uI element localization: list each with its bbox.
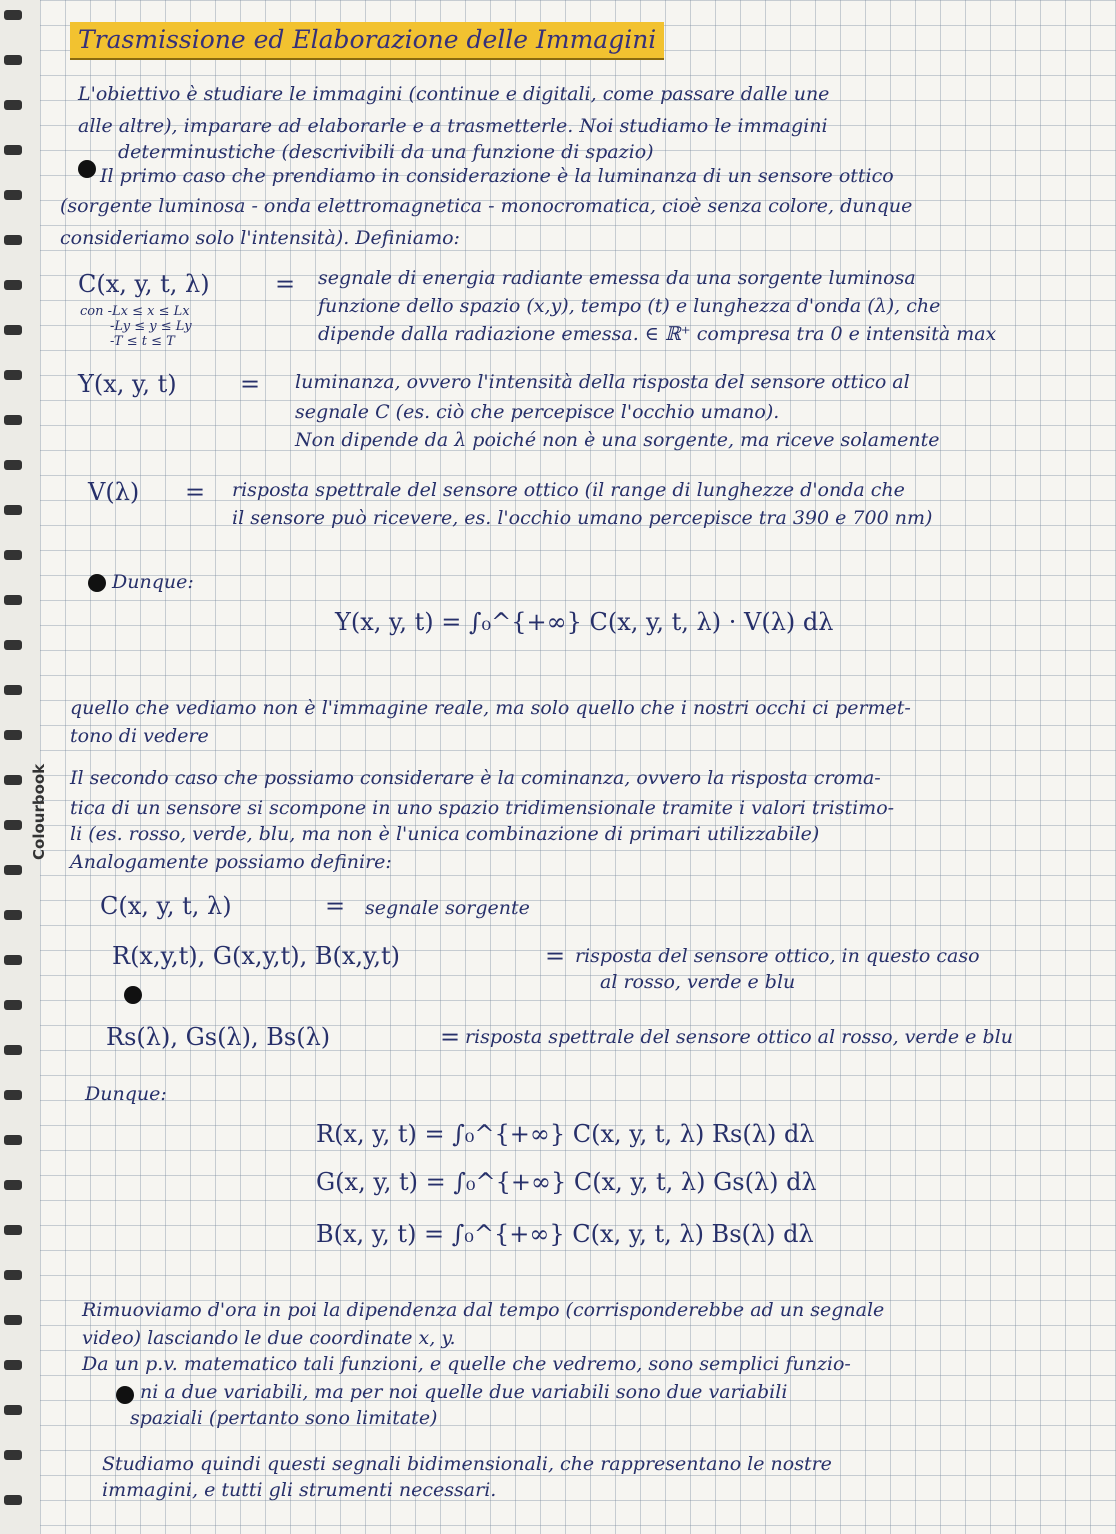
formula-luminance: Y(x, y, t) = ∫₀^{+∞} C(x, y, t, λ) · V(λ) dλ (335, 608, 834, 636)
closing-line-1: Studiamo quindi questi segnali bidimensionali, che rappresentano le nostre (102, 1453, 832, 1475)
intro-line-3: determinustiche (descrivibili da una funzione di spazio) (118, 141, 654, 163)
first-case-line-2: (sorgente luminosa - onda elettromagnetica - monocromatica, cioè senza colore, dunque (60, 195, 913, 217)
def-y-equals: = (240, 370, 261, 398)
after-y-line-2: tono di vedere (70, 725, 209, 747)
formula-blue: B(x, y, t) = ∫₀^{+∞} C(x, y, t, λ) Bs(λ) dλ (316, 1220, 814, 1248)
brand-label: Colourbook (30, 763, 48, 860)
formula-red: R(x, y, t) = ∫₀^{+∞} C(x, y, t, λ) Rs(λ) dλ (316, 1120, 815, 1148)
def-v-line-2: il sensore può ricevere, es. l'occhio umano percepisce tra 390 e 700 nm) (232, 507, 933, 529)
def2-spectral-text: risposta spettrale del sensore ottico al rosso, verde e blu (465, 1026, 1013, 1048)
def-v-equals: = (185, 478, 206, 506)
formula-green: G(x, y, t) = ∫₀^{+∞} C(x, y, t, λ) Gs(λ) dλ (316, 1168, 817, 1196)
bullet-dot (78, 160, 96, 178)
remove-time-line-3: Da un p.v. matematico tali funzioni, e quelle che vedremo, sono semplici funzio- (82, 1353, 851, 1375)
dunque-label-1: Dunque: (112, 571, 194, 593)
def2-rgb-equals: = (545, 942, 566, 970)
remove-time-line-2: video) lasciando le due coordinate x, y. (82, 1327, 456, 1349)
first-case-line-3: consideriamo solo l'intensità). Definiamo: (60, 227, 460, 249)
second-case-line-1: Il secondo caso che possiamo considerare è la cominanza, ovvero la risposta croma- (70, 767, 881, 789)
after-y-line-1: quello che vediamo non è l'immagine reale, ma solo quello che i nostri occhi ci permet- (70, 697, 911, 719)
def-y-line-2: segnale C (es. ciò che percepisce l'occhio umano). (295, 401, 780, 423)
def-v-line-1: risposta spettrale del sensore ottico (il range di lunghezze d'onda che (232, 479, 905, 501)
def-c-symbol: C(x, y, t, λ) (78, 270, 210, 298)
remove-time-line-1: Rimuoviamo d'ora in poi la dipendenza dal tempo (corrisponderebbe ad un segnale (82, 1299, 885, 1321)
intro-line-2: alle altre), imparare ad elaborarle e a trasmetterle. Noi studiamo le immagini (78, 115, 828, 137)
remove-time-line-4: ni a due variabili, ma per noi quelle due variabili sono due variabili (140, 1381, 788, 1403)
def-c-line-3: dipende dalla radiazione emessa. ∈ ℝ⁺ compresa tra 0 e intensità max (318, 323, 997, 345)
def2-rgb-symbol: R(x,y,t), G(x,y,t), B(x,y,t) (112, 942, 400, 970)
second-case-line-3: li (es. rosso, verde, blu, ma non è l'unica combinazione di primari utilizzabile) (70, 823, 820, 845)
def-c-range-1: con -Lx ≤ x ≤ Lx (80, 304, 190, 319)
closing-line-2: immagini, e tutti gli strumenti necessari. (102, 1479, 497, 1501)
second-case-line-2: tica di un sensore si scompone in uno spazio tridimensionale tramite i valori tristimo- (70, 797, 895, 819)
first-case-line-1: Il primo caso che prendiamo in considerazione è la luminanza di un sensore ottico (100, 165, 894, 187)
def-c-line-1: segnale di energia radiante emessa da una sorgente luminosa (318, 267, 916, 289)
def2-c-text: segnale sorgente (365, 897, 530, 919)
def-v-symbol: V(λ) (88, 478, 140, 506)
def2-c-symbol: C(x, y, t, λ) (100, 892, 232, 920)
def-y-line-1: luminanza, ovvero l'intensità della risposta del sensore ottico al (295, 371, 910, 393)
def-c-line-2: funzione dello spazio (x,y), tempo (t) e lunghezza d'onda (λ), che (318, 295, 941, 317)
def2-rgb-text: risposta del sensore ottico, in questo caso (575, 945, 980, 967)
intro-line-1: L'obiettivo è studiare le immagini (continue e digitali, come passare dalle une (78, 83, 830, 105)
bullet-dot (116, 1386, 134, 1404)
page-title: Trasmissione ed Elaborazione delle Immagini (70, 22, 664, 60)
def2-spectral-symbol: Rs(λ), Gs(λ), Bs(λ) (106, 1023, 331, 1051)
def-y-line-3: Non dipende da λ poiché non è una sorgente, ma riceve solamente (295, 429, 940, 451)
remove-time-line-5: spaziali (pertanto sono limitate) (130, 1407, 438, 1429)
bullet-dot (88, 574, 106, 592)
dunque-label-2: Dunque: (85, 1083, 167, 1105)
def2-c-equals: = (325, 892, 346, 920)
def-y-symbol: Y(x, y, t) (78, 370, 177, 398)
def2-rgb-text-2: al rosso, verde e blu (600, 971, 796, 993)
second-case-line-4: Analogamente possiamo definire: (70, 851, 392, 873)
def-c-range-2: -Ly ≤ y ≤ Ly (110, 319, 192, 334)
bullet-dot (124, 986, 142, 1004)
def-c-range-3: -T ≤ t ≤ T (110, 334, 175, 349)
def-c-equals: = (275, 270, 296, 298)
def2-spectral-equals: = (440, 1023, 461, 1051)
